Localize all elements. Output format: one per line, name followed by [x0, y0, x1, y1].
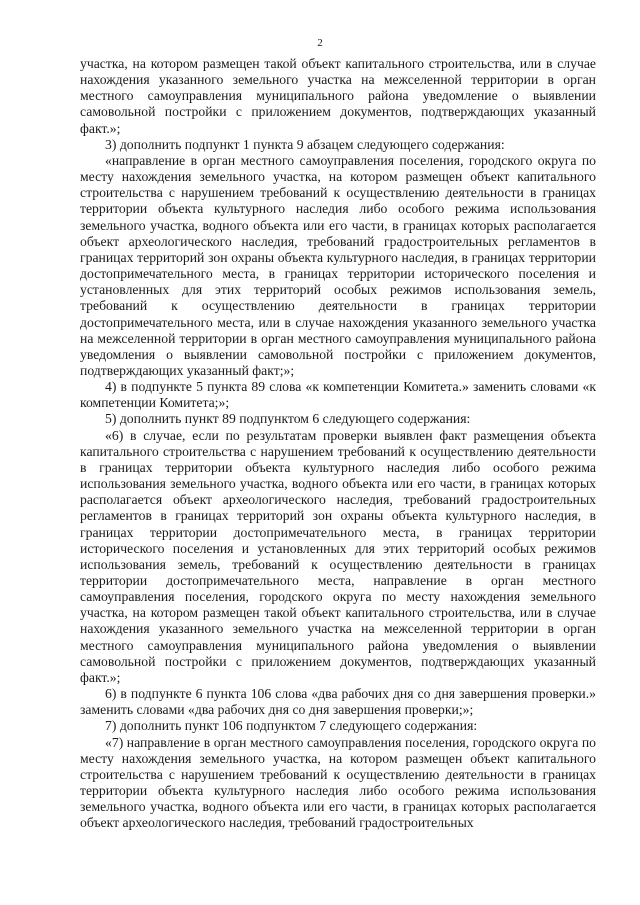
- page-number: 2: [317, 37, 323, 49]
- paragraph-item-3: 3) дополнить подпункт 1 пункта 9 абзацем следующего содержания:: [105, 136, 505, 152]
- paragraph-continuation: участка, на котором размещен такой объект капитального строительства, или в случае нахождения указанного земельного участка на межселенной территории в орган местного самоуправления муниципального района уведомление о выявлении самовольной постройки с приложением документов, подтверждающих указанный факт.»;: [80, 56, 596, 136]
- paragraph-item-4: 4) в подпункте 5 пункта 89 слова «к компетенции Комитета.» заменить словами «к компетенции Комитета;»;: [80, 379, 596, 411]
- document-body: [80, 56, 596, 832]
- paragraph-item-3-text: «направление в орган местного самоуправления поселения, городского округа по месту нахождения земельного участка, на котором размещен объект капитального строительства с нарушением требований к осуществлению деятельности в границах территории объекта культурного наследия либо особого режима использования земельного участка, водного объекта или его части, в границах которых располагается объект археологического наследия, требований градостроительных регламентов в границах территорий зон охраны объекта культурного наследия, в границах территории достопримечательного места, в границах территории исторического поселения и установленных для этих территорий особых режимов использования земель, требований к осуществлению деятельности в границах территории достопримечательного места, или в случае нахождения указанного земельного участка на межселенной территории в орган местного самоуправления муниципального района уведомления о выявлении самовольной постройки с приложением документов, подтверждающих указанный факт;»;: [80, 152, 596, 378]
- paragraph-item-5-text: «6) в случае, если по результатам проверки выявлен факт размещения объекта капитального строительства с нарушением требований к осуществлению деятельности в границах территории объекта культурного наследия либо особого режима использования земельного участка, водного объекта или его части, в границах которых располагается объект археологического наследия, требований градостроительных регламентов в границах территорий зон охраны объекта культурного наследия, в границах территории достопримечательного места, в границах территории исторического поселения и установленных для этих территорий особых режимов использования земель, требований к осуществлению деятельности в границах территории достопримечательного места, направление в орган местного самоуправления поселения, городского округа по месту нахождения земельного участка, на котором размещен такой объект капитального строительства, или в случае нахождения указанного земельного участка на межселенной территории в орган местного самоуправления муниципального района уведомления о выявлении самовольной постройки с приложением документов, подтверждающих указанный факт.»;: [80, 427, 596, 685]
- paragraph-item-7: 7) дополнить пункт 106 подпунктом 7 следующего содержания:: [105, 718, 478, 734]
- paragraph-item-6: 6) в подпункте 6 пункта 106 слова «два рабочих дня со дня завершения проверки.» заменить словами «два рабочих дня со дня завершения проверки;»;: [80, 686, 596, 718]
- paragraph-item-5: 5) дополнить пункт 89 подпунктом 6 следующего содержания:: [105, 411, 471, 427]
- paragraph-item-7-text: «7) направление в орган местного самоуправления поселения, городского округа по месту нахождения земельного участка, на котором размещен объект капитального строительства с нарушением требований к осуществлению деятельности в границах территории объекта культурного наследия либо особого режима использования земельного участка, водного объекта или его части, в границах которых располагается объект археологического наследия, требований градостроительных: [80, 734, 596, 831]
